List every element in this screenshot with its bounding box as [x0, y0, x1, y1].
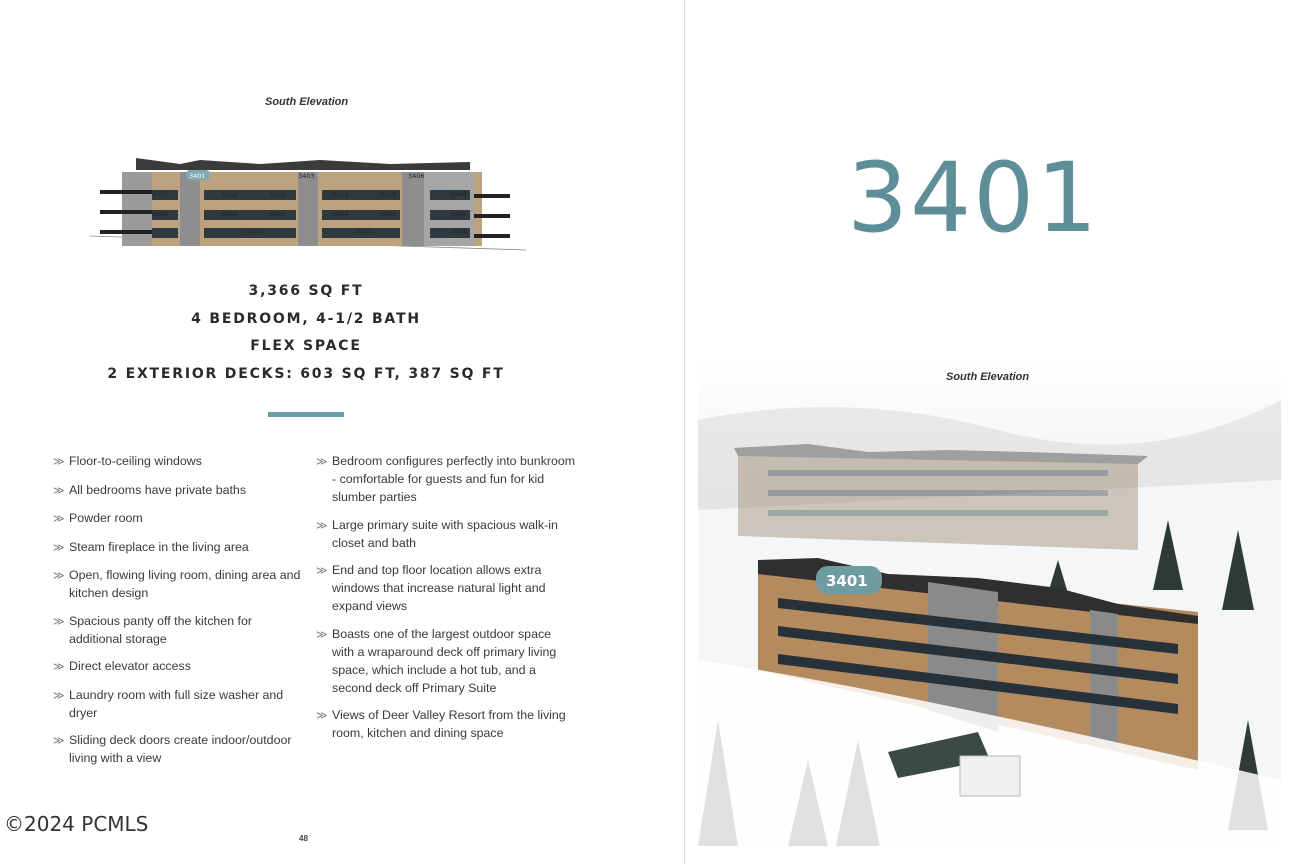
features-column-1	[53, 452, 308, 777]
elevation-unit-label: 3106	[451, 227, 468, 235]
bullet-icon: ≫	[53, 661, 65, 673]
feature-item: ≫ End and top floor location allows extra windows that increase natural light and expand views	[316, 563, 546, 613]
bullet-icon: ≫	[316, 519, 328, 532]
bullet-icon: ≫	[316, 456, 328, 468]
spec-bedrooms: 4 BEDROOM, 4-1/2 BATH	[191, 310, 421, 327]
elevation-caption: South Elevation	[265, 96, 349, 108]
bullet-icon: ≫	[53, 615, 65, 628]
render-unit-label: 3401	[826, 572, 868, 590]
elevation-unit-label: 3406	[408, 172, 425, 180]
unit-specs	[0, 282, 612, 392]
bullet-icon: ≫	[53, 541, 65, 554]
elevation-unit-label: 3403	[298, 172, 315, 180]
feature-item: ≫ Sliding deck doors create indoor/outdoor living with a view	[53, 733, 292, 765]
divider	[268, 412, 344, 417]
elevation-unit-label: 3203	[269, 210, 286, 218]
feature-item: ≫ Bedroom configures perfectly into bunkroom - comfortable for guests and fun for kid slumber parties	[316, 454, 576, 504]
elevation-unit-label: 3308	[450, 190, 467, 198]
copyright-watermark: ©2024 PCMLS	[4, 812, 149, 836]
feature-item: ≫ Large primary suite with spacious walk-in closet and bath	[316, 517, 558, 550]
feature-item: ≫ Spacious panty off the kitchen for additional storage	[53, 613, 252, 646]
bullet-icon: ≫	[316, 628, 328, 641]
bullet-icon: ≫	[53, 456, 65, 468]
feature-item: ≫ Direct elevator access	[53, 657, 308, 676]
elevation-unit-label: 3304	[332, 191, 349, 199]
bullet-icon: ≫	[316, 565, 328, 577]
page-number: 48	[299, 834, 308, 843]
feature-item: ≫ Boasts one of the largest outdoor space with a wraparound deck off primary living space, which include a hot tub, and a second deck off Primary Suite	[316, 626, 557, 695]
bullet-icon: ≫	[53, 689, 65, 702]
bullet-icon: ≫	[53, 484, 65, 497]
spec-square-feet: 3,366 SQ FT	[248, 283, 364, 299]
elevation-unit-label: 3303	[269, 191, 286, 199]
unit-number-title: 3401	[847, 142, 1100, 254]
rendering-illustration	[698, 360, 1281, 846]
render-caption: South Elevation	[946, 371, 1030, 383]
elevation-unit-label: 3208	[450, 210, 467, 218]
elevation-unit-label: 3204	[332, 210, 349, 218]
bullet-icon: ≫	[53, 570, 65, 582]
elevation-unit-label: 3401	[189, 172, 206, 180]
elevation-unit-label: 3201	[152, 210, 169, 218]
bullet-icon: ≫	[53, 513, 65, 525]
south-elevation-drawing	[90, 150, 530, 258]
feature-item: ≫ All bedrooms have private baths	[53, 481, 308, 500]
elevation-unit-label: 3305	[380, 191, 397, 199]
features-column-2	[316, 452, 576, 752]
elevation-unit-label: 3205	[380, 210, 397, 218]
bullet-icon: ≫	[316, 710, 328, 722]
elevation-unit-label: 3202	[221, 210, 238, 218]
feature-item: ≫ Views of Deer Valley Resort from the living room, kitchen and dining space	[316, 708, 566, 740]
spec-flex-space: FLEX SPACE	[250, 338, 362, 354]
feature-item: ≫ Open, flowing living room, dining area and kitchen design	[53, 568, 301, 600]
bullet-icon: ≫	[53, 735, 65, 747]
elevation-unit-label: 3105	[356, 227, 373, 235]
elevation-unit-label: 3103	[246, 227, 263, 235]
feature-item: ≫ Floor-to-ceiling windows	[53, 452, 308, 471]
feature-item: ≫ Steam fireplace in the living area	[53, 538, 308, 557]
feature-item: ≫ Powder room	[53, 509, 308, 528]
spec-decks: 2 EXTERIOR DECKS: 603 SQ FT, 387 SQ FT	[107, 365, 505, 382]
elevation-unit-label: 3301	[152, 190, 169, 198]
building-rendering	[698, 360, 1281, 846]
feature-item: ≫ Laundry room with full size washer and dryer	[53, 687, 284, 720]
elevation-unit-label: 3302	[221, 191, 238, 199]
right-page	[685, 0, 1296, 864]
